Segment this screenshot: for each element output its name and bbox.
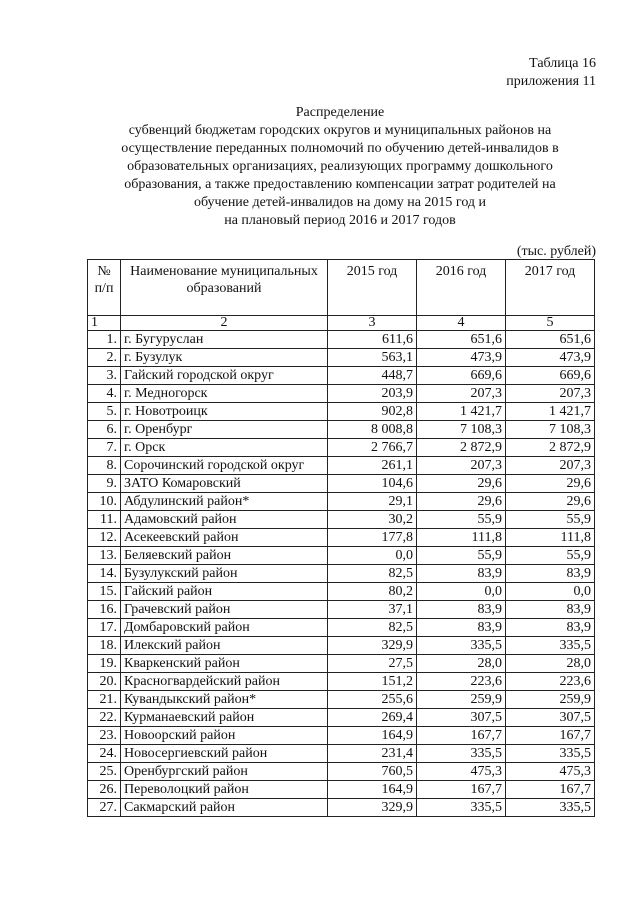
row-name: Адамовский район (121, 511, 328, 529)
value-2015: 8 008,8 (328, 421, 417, 439)
row-number: 9. (88, 475, 121, 493)
value-2017: 55,9 (506, 547, 595, 565)
col-header-name: Наименование муниципальных образований (121, 260, 328, 316)
value-2016: 207,3 (417, 385, 506, 403)
row-name: г. Новотроицк (121, 403, 328, 421)
value-2015: 151,2 (328, 673, 417, 691)
value-2017: 335,5 (506, 637, 595, 655)
value-2016: 83,9 (417, 565, 506, 583)
row-number: 15. (88, 583, 121, 601)
value-2017: 83,9 (506, 565, 595, 583)
value-2017: 207,3 (506, 385, 595, 403)
row-name: Гайский городской округ (121, 367, 328, 385)
row-name: Сакмарский район (121, 799, 328, 817)
col-header-2017: 2017 год (506, 260, 595, 316)
row-name: г. Бугуруслан (121, 331, 328, 349)
document-title (60, 104, 620, 230)
row-name: г. Медногорск (121, 385, 328, 403)
value-2017: 335,5 (506, 745, 595, 763)
table-row (88, 673, 595, 691)
value-2017: 669,6 (506, 367, 595, 385)
table-row (88, 367, 595, 385)
row-number: 21. (88, 691, 121, 709)
col-header-2016: 2016 год (417, 260, 506, 316)
value-2017: 83,9 (506, 619, 595, 637)
col-index: 1 (88, 316, 121, 331)
value-2017: 29,6 (506, 475, 595, 493)
title-line: субвенций бюджетам городских округов и муниципальных районов на (128, 123, 552, 138)
table-row (88, 529, 595, 547)
table-number-label: Таблица 16 (529, 56, 596, 71)
value-2017: 167,7 (506, 727, 595, 745)
value-2015: 82,5 (328, 565, 417, 583)
value-2015: 104,6 (328, 475, 417, 493)
row-number: 4. (88, 385, 121, 403)
table-row (88, 799, 595, 817)
row-name: Домбаровский район (121, 619, 328, 637)
row-number: 10. (88, 493, 121, 511)
value-2016: 167,7 (417, 781, 506, 799)
row-name: Илекский район (121, 637, 328, 655)
table-row (88, 763, 595, 781)
row-number: 27. (88, 799, 121, 817)
table-row (88, 691, 595, 709)
value-2016: 207,3 (417, 457, 506, 475)
value-2017: 167,7 (506, 781, 595, 799)
col-index: 2 (121, 316, 328, 331)
value-2016: 335,5 (417, 637, 506, 655)
row-number: 14. (88, 565, 121, 583)
value-2016: 335,5 (417, 799, 506, 817)
table-row (88, 403, 595, 421)
table-row (88, 601, 595, 619)
row-name: Новоорский район (121, 727, 328, 745)
value-2017: 29,6 (506, 493, 595, 511)
row-number: 26. (88, 781, 121, 799)
row-number: 18. (88, 637, 121, 655)
row-name: Беляевский район (121, 547, 328, 565)
row-number: 13. (88, 547, 121, 565)
row-name: Абдулинский район* (121, 493, 328, 511)
value-2015: 255,6 (328, 691, 417, 709)
row-number: 3. (88, 367, 121, 385)
table-row (88, 565, 595, 583)
col-header-num: № п/п (88, 260, 121, 316)
value-2015: 261,1 (328, 457, 417, 475)
value-2017: 83,9 (506, 601, 595, 619)
value-2016: 2 872,9 (417, 439, 506, 457)
value-2017: 651,6 (506, 331, 595, 349)
table-row (88, 475, 595, 493)
row-name: г. Орск (121, 439, 328, 457)
value-2016: 29,6 (417, 475, 506, 493)
title-line: обучение детей-инвалидов на дому на 2015 год и (193, 195, 487, 210)
value-2016: 29,6 (417, 493, 506, 511)
col-index: 5 (506, 316, 595, 331)
table-row (88, 583, 595, 601)
value-2017: 335,5 (506, 799, 595, 817)
table-body (88, 331, 595, 817)
row-name: Курманаевский район (121, 709, 328, 727)
row-name: Кувандыкский район* (121, 691, 328, 709)
row-name: Гайский район (121, 583, 328, 601)
row-name: Переволоцкий район (121, 781, 328, 799)
distribution-table (87, 259, 595, 817)
row-name: Асекеевский район (121, 529, 328, 547)
value-2017: 259,9 (506, 691, 595, 709)
row-name: Новосергиевский район (121, 745, 328, 763)
row-number: 24. (88, 745, 121, 763)
value-2017: 307,5 (506, 709, 595, 727)
value-2017: 2 872,9 (506, 439, 595, 457)
col-index: 4 (417, 316, 506, 331)
table-row (88, 511, 595, 529)
value-2015: 231,4 (328, 745, 417, 763)
value-2015: 80,2 (328, 583, 417, 601)
col-index: 3 (328, 316, 417, 331)
table-row (88, 493, 595, 511)
title-line: осуществление переданных полномочий по обучению детей-инвалидов в (121, 141, 559, 156)
value-2015: 329,9 (328, 799, 417, 817)
value-2016: 111,8 (417, 529, 506, 547)
table-row (88, 547, 595, 565)
value-2015: 902,8 (328, 403, 417, 421)
row-number: 20. (88, 673, 121, 691)
row-name: Сорочинский городской округ (121, 457, 328, 475)
row-name: Бузулукский район (121, 565, 328, 583)
row-name: ЗАТО Комаровский (121, 475, 328, 493)
table-row (88, 421, 595, 439)
value-2015: 0,0 (328, 547, 417, 565)
value-2015: 448,7 (328, 367, 417, 385)
row-number: 8. (88, 457, 121, 475)
value-2016: 473,9 (417, 349, 506, 367)
value-2016: 259,9 (417, 691, 506, 709)
row-number: 5. (88, 403, 121, 421)
value-2015: 611,6 (328, 331, 417, 349)
value-2015: 37,1 (328, 601, 417, 619)
value-2017: 28,0 (506, 655, 595, 673)
table-row (88, 745, 595, 763)
value-2016: 83,9 (417, 601, 506, 619)
row-number: 17. (88, 619, 121, 637)
row-name: г. Бузулук (121, 349, 328, 367)
col-header-2015: 2015 год (328, 260, 417, 316)
value-2017: 0,0 (506, 583, 595, 601)
value-2015: 82,5 (328, 619, 417, 637)
value-2015: 203,9 (328, 385, 417, 403)
value-2016: 1 421,7 (417, 403, 506, 421)
value-2015: 164,9 (328, 727, 417, 745)
row-number: 11. (88, 511, 121, 529)
value-2017: 7 108,3 (506, 421, 595, 439)
row-name: Кваркенский район (121, 655, 328, 673)
row-number: 1. (88, 331, 121, 349)
row-number: 19. (88, 655, 121, 673)
row-number: 22. (88, 709, 121, 727)
value-2015: 164,9 (328, 781, 417, 799)
value-2016: 55,9 (417, 511, 506, 529)
value-2016: 307,5 (417, 709, 506, 727)
value-2016: 83,9 (417, 619, 506, 637)
units-note: (тыс. рублей) (516, 244, 596, 259)
row-number: 23. (88, 727, 121, 745)
value-2016: 475,3 (417, 763, 506, 781)
row-number: 7. (88, 439, 121, 457)
table-row (88, 619, 595, 637)
row-number: 6. (88, 421, 121, 439)
table-header-row (88, 260, 595, 316)
value-2016: 0,0 (417, 583, 506, 601)
value-2015: 30,2 (328, 511, 417, 529)
value-2017: 111,8 (506, 529, 595, 547)
value-2016: 223,6 (417, 673, 506, 691)
row-name: г. Оренбург (121, 421, 328, 439)
column-index-row (88, 316, 595, 331)
table-row (88, 385, 595, 403)
table-row (88, 457, 595, 475)
value-2017: 223,6 (506, 673, 595, 691)
value-2016: 7 108,3 (417, 421, 506, 439)
row-number: 25. (88, 763, 121, 781)
value-2015: 27,5 (328, 655, 417, 673)
table-row (88, 709, 595, 727)
value-2017: 1 421,7 (506, 403, 595, 421)
table-row (88, 781, 595, 799)
title-line: образования, а также предоставлению компенсации затрат родителей на (124, 177, 556, 192)
value-2015: 760,5 (328, 763, 417, 781)
table-row (88, 349, 595, 367)
table-row (88, 331, 595, 349)
row-number: 12. (88, 529, 121, 547)
value-2016: 669,6 (417, 367, 506, 385)
table-row (88, 637, 595, 655)
value-2016: 335,5 (417, 745, 506, 763)
value-2015: 2 766,7 (328, 439, 417, 457)
value-2015: 563,1 (328, 349, 417, 367)
table-row (88, 727, 595, 745)
value-2016: 55,9 (417, 547, 506, 565)
value-2016: 28,0 (417, 655, 506, 673)
title-line: образовательных организациях, реализующих программу дошкольного (127, 159, 553, 174)
row-name: Оренбургский район (121, 763, 328, 781)
row-number: 16. (88, 601, 121, 619)
value-2015: 177,8 (328, 529, 417, 547)
row-name: Красногвардейский район (121, 673, 328, 691)
value-2015: 269,4 (328, 709, 417, 727)
value-2017: 475,3 (506, 763, 595, 781)
value-2017: 207,3 (506, 457, 595, 475)
row-number: 2. (88, 349, 121, 367)
title-line: Распределение (295, 105, 385, 120)
table-row (88, 655, 595, 673)
value-2017: 473,9 (506, 349, 595, 367)
value-2016: 651,6 (417, 331, 506, 349)
appendix-label: приложения 11 (506, 74, 596, 89)
value-2015: 329,9 (328, 637, 417, 655)
title-line: на плановый период 2016 и 2017 годов (224, 213, 456, 228)
row-name: Грачевский район (121, 601, 328, 619)
table-row (88, 439, 595, 457)
value-2015: 29,1 (328, 493, 417, 511)
value-2017: 55,9 (506, 511, 595, 529)
value-2016: 167,7 (417, 727, 506, 745)
